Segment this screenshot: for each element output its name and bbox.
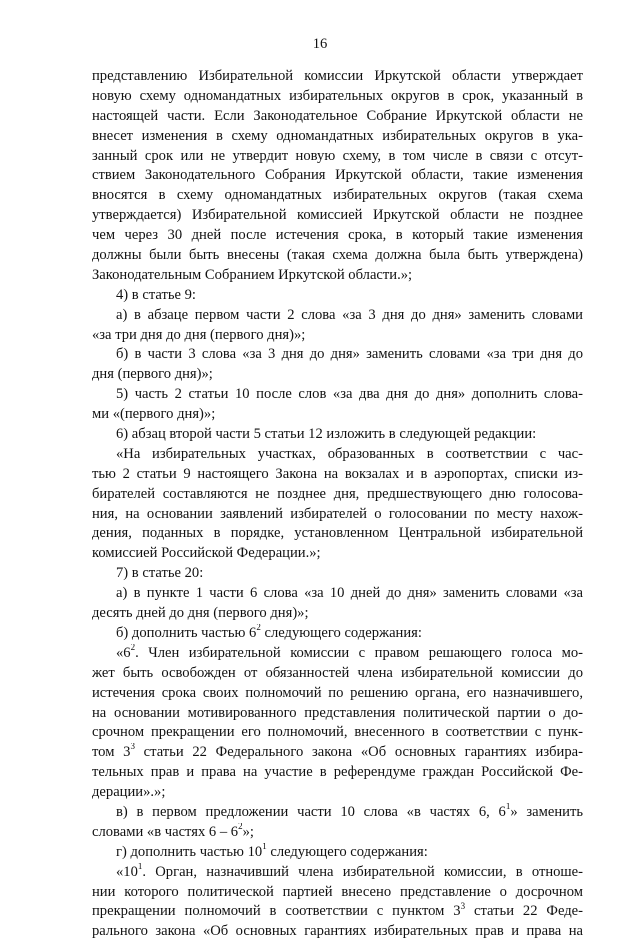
document-body bbox=[92, 67, 583, 942]
text-segment: комиссией Российской Федерации.»; bbox=[92, 545, 321, 562]
text-segment: а) в абзаце первом части 2 слова «за 3 дня до дня» заменить словами bbox=[116, 306, 583, 323]
text-segment: «6 bbox=[116, 644, 131, 661]
text-line bbox=[92, 624, 583, 644]
text-segment: занный срок или не утвердит новую схему, в том числе в связи с отсут- bbox=[92, 147, 583, 164]
text-line bbox=[92, 883, 583, 903]
text-line bbox=[92, 405, 583, 425]
text-segment: 6) абзац второй части 5 статьи 12 изложить в следующей редакции: bbox=[116, 426, 537, 443]
text-segment: десять дней до дня (первого дня)»; bbox=[92, 605, 309, 622]
text-segment: а) в пункте 1 части 6 слова «за 10 дней до дня» заменить словами «за bbox=[116, 585, 583, 602]
text-segment: утверждается) Избирательной комиссией Иркутской области не позднее bbox=[92, 207, 583, 224]
text-segment: б) дополнить частью 6 bbox=[116, 624, 257, 641]
text-segment: том 3 bbox=[92, 744, 131, 761]
text-line bbox=[92, 783, 583, 803]
text-segment: представлению Избирательной комиссии Иркутской области утверждает bbox=[92, 68, 583, 84]
text-line bbox=[92, 87, 583, 107]
text-line bbox=[92, 326, 583, 346]
superscript: 1 bbox=[262, 842, 267, 851]
text-line bbox=[92, 664, 583, 684]
superscript: 3 bbox=[460, 902, 466, 911]
text-line bbox=[92, 166, 583, 186]
text-line bbox=[92, 843, 583, 863]
text-line bbox=[92, 186, 583, 206]
text-segment: ми «(первого дня)»; bbox=[92, 406, 216, 423]
text-line bbox=[92, 803, 583, 823]
text-line bbox=[92, 147, 583, 167]
text-segment: «за три дня до дня (первого дня)»; bbox=[92, 326, 306, 343]
text-segment: 7) в статье 20: bbox=[116, 565, 204, 582]
text-segment: дня (первого дня)»; bbox=[92, 366, 213, 383]
superscript: 2 bbox=[130, 643, 136, 652]
text-line bbox=[92, 206, 583, 226]
text-line bbox=[92, 127, 583, 147]
text-segment: вносятся в схему одномандатных избирательных округов (такая схема bbox=[92, 187, 583, 204]
superscript: 1 bbox=[137, 862, 143, 871]
text-line bbox=[92, 723, 583, 743]
text-line bbox=[92, 246, 583, 266]
text-line bbox=[92, 385, 583, 405]
text-line bbox=[92, 584, 583, 604]
text-line bbox=[92, 544, 583, 564]
text-line bbox=[92, 465, 583, 485]
page-number: 16 bbox=[312, 36, 328, 52]
text-segment: прекращении полномочий в соответствии с пунктом 3 bbox=[92, 903, 461, 920]
text-line bbox=[92, 823, 583, 843]
text-segment: . Член избирательной комиссии с правом решающего голоса мо- bbox=[135, 644, 583, 661]
text-line bbox=[92, 604, 583, 624]
text-line bbox=[92, 524, 583, 544]
text-line bbox=[92, 425, 583, 445]
text-segment: тью 2 статьи 9 настоящего Закона на вокзалах и в аэропортах, списки из- bbox=[92, 465, 583, 482]
text-segment: на основании мотивированного представления политической партии о до- bbox=[92, 704, 583, 721]
text-segment: . Орган, назначивший члена избирательной комиссии, в отноше- bbox=[142, 863, 583, 880]
text-line bbox=[92, 564, 583, 584]
text-segment: Законодательным Собранием Иркутской области.»; bbox=[92, 266, 413, 283]
text-segment: словами «в частях 6 – 6 bbox=[92, 823, 239, 840]
text-segment: нии которого политической партией внесено представление о досрочном bbox=[92, 883, 583, 900]
text-line bbox=[92, 306, 583, 326]
text-segment: г) дополнить частью 10 bbox=[116, 843, 263, 860]
text-line bbox=[92, 863, 583, 883]
text-segment: ния, на основании заявлений избирателей о голосовании по месту нахож- bbox=[92, 505, 583, 522]
text-line bbox=[92, 763, 583, 783]
text-segment: «На избирательных участках, образованных в соответствии с час- bbox=[116, 445, 583, 462]
text-segment: рального закона «Об основных гарантиях избирательных прав и права на bbox=[92, 923, 583, 940]
text-line bbox=[92, 67, 583, 87]
text-line bbox=[92, 684, 583, 704]
text-line bbox=[92, 743, 583, 763]
text-segment: статьи 22 Феде- bbox=[465, 903, 583, 920]
text-line bbox=[92, 485, 583, 505]
text-segment: жет быть освобожден от обязанностей члена избирательной комиссии до bbox=[92, 664, 583, 681]
text-segment: внесет изменения в схему одномандатных избирательных округов в ука- bbox=[92, 127, 583, 144]
text-segment: бирателей составляются не позднее дня, предшествующего дню голосова- bbox=[92, 485, 583, 502]
text-segment: истечения срока своих полномочий по решению органа, его назначившего, bbox=[92, 684, 583, 701]
text-line bbox=[92, 266, 583, 286]
text-line bbox=[92, 644, 583, 664]
text-segment: должны были быть внесены (такая схема должна была быть утверждена) bbox=[92, 247, 583, 264]
text-segment: следующего содержания: bbox=[260, 624, 422, 641]
text-line bbox=[92, 445, 583, 465]
text-line bbox=[92, 922, 583, 942]
text-segment: б) в части 3 слова «за 3 дня до дня» заменить словами «за три дня до bbox=[116, 346, 583, 363]
text-line bbox=[92, 902, 583, 922]
text-segment: 4) в статье 9: bbox=[116, 286, 196, 303]
text-segment: «10 bbox=[116, 863, 138, 880]
superscript: 1 bbox=[505, 802, 511, 812]
text-line bbox=[92, 704, 583, 724]
text-line bbox=[92, 226, 583, 246]
text-segment: тельных прав и права на участие в референдуме граждан Российской Фе- bbox=[92, 764, 583, 781]
text-segment: в) в первом предложении части 10 слова «в частях 6, 6 bbox=[116, 803, 506, 820]
text-line bbox=[92, 107, 583, 127]
text-segment: дерации».»; bbox=[92, 784, 166, 801]
text-segment: 5) часть 2 статьи 10 после слов «за два дня до дня» дополнить слова- bbox=[116, 386, 583, 403]
text-segment: »; bbox=[242, 823, 254, 840]
text-segment: статьи 22 Федерального закона «Об основных гарантиях избира- bbox=[134, 744, 583, 761]
text-segment: новую схему одномандатных избирательных округов в срок, указанный в bbox=[92, 87, 583, 104]
text-segment: чем через 30 дней после истечения срока, в который такие изменения bbox=[92, 227, 583, 244]
superscript: 2 bbox=[256, 623, 261, 633]
text-segment: следующего содержания: bbox=[266, 843, 428, 860]
text-segment: дения, поданных в порядке, установленном Центральной избирательной bbox=[92, 525, 583, 542]
text-segment: настоящей части. Если Законодательное Собрание Иркутской области не bbox=[92, 107, 583, 124]
text-segment: срочном прекращении его полномочий, внесенного в соответствии с пунк- bbox=[92, 724, 583, 741]
superscript: 3 bbox=[130, 743, 135, 752]
text-line bbox=[92, 345, 583, 365]
text-line bbox=[92, 286, 583, 306]
superscript: 2 bbox=[238, 822, 243, 831]
text-line bbox=[92, 505, 583, 525]
text-line bbox=[92, 365, 583, 385]
text-segment: » заменить bbox=[510, 803, 583, 820]
text-segment: ствием Законодательного Собрания Иркутской области, такие изменения bbox=[92, 167, 583, 184]
